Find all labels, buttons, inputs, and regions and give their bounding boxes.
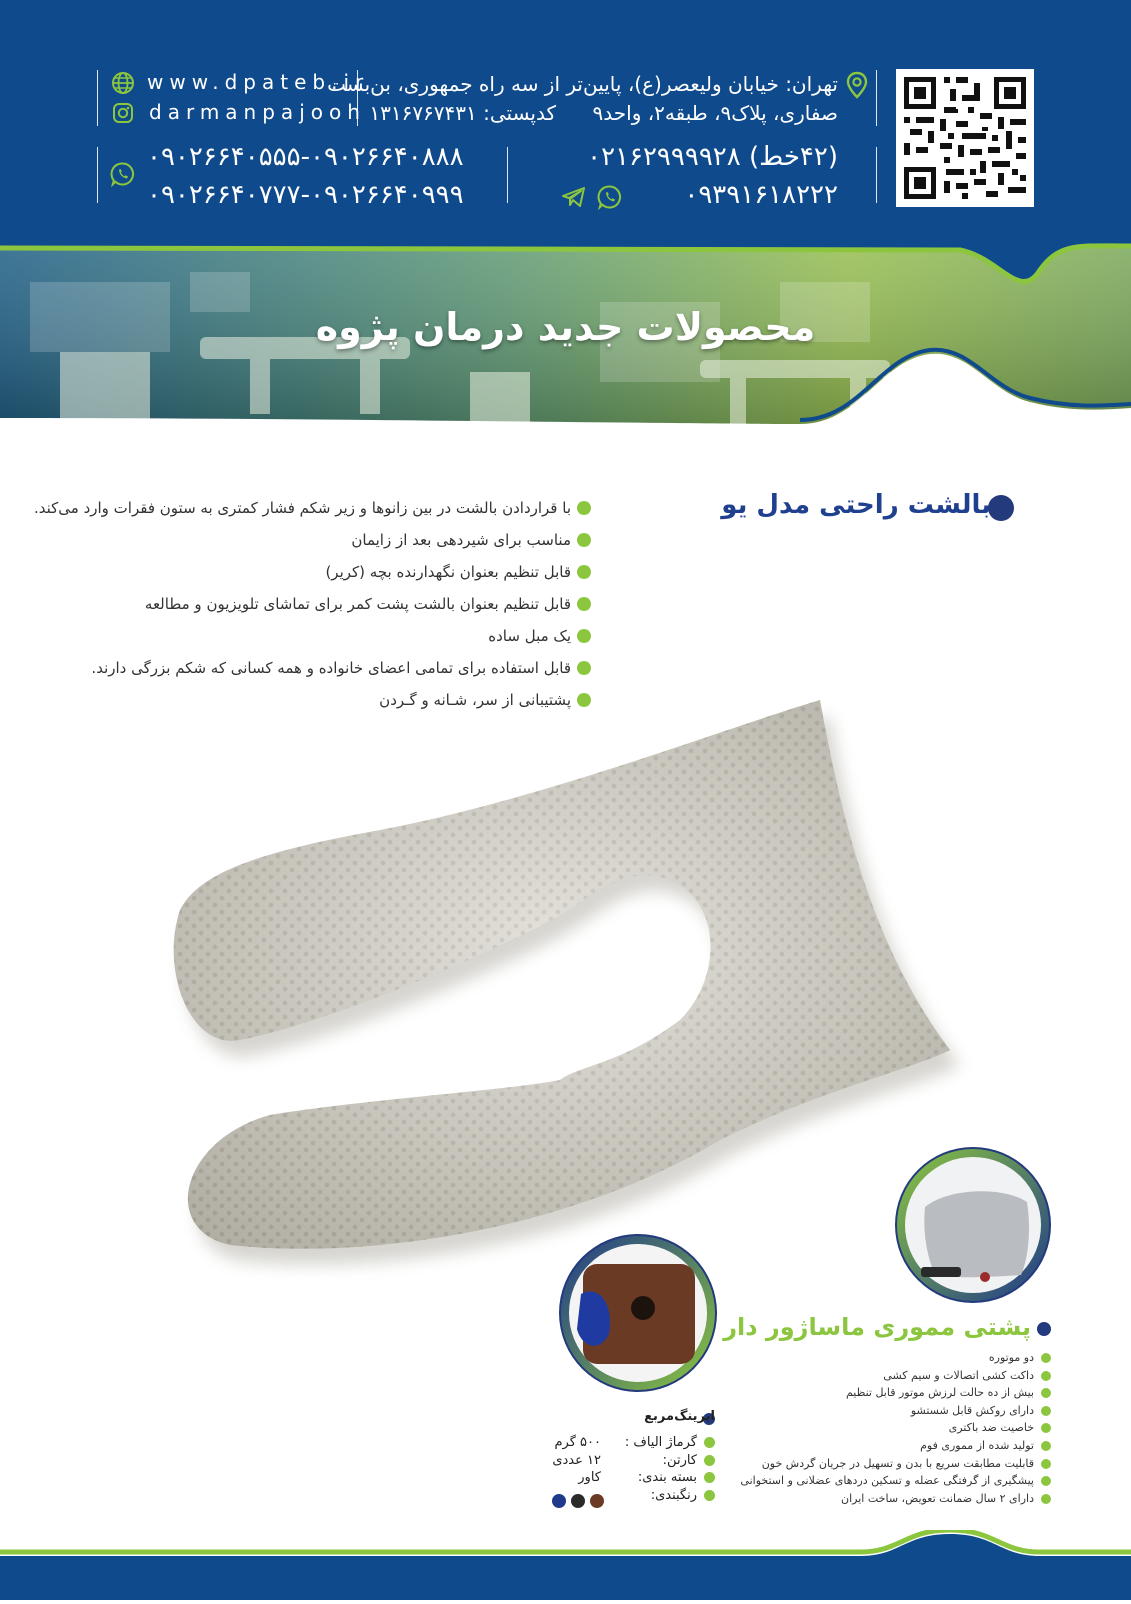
feature-text: تولید شده از مموری فوم bbox=[920, 1438, 1034, 1452]
qr-code[interactable] bbox=[896, 69, 1034, 207]
bullet-dot bbox=[1041, 1371, 1051, 1381]
bullet-dot bbox=[704, 1437, 715, 1448]
feature-text: با قراردادن بالشت در بین زانوها و زیر شکم فشار کمتری به ستون فقرات وارد می‌کند. bbox=[33, 499, 571, 517]
ring-cushion-spec-values bbox=[552, 1434, 601, 1487]
bullet-dot bbox=[704, 1490, 715, 1501]
list-item bbox=[740, 1349, 1051, 1367]
spec-label: کارتن: bbox=[662, 1452, 697, 1468]
bullet-dot bbox=[704, 1472, 715, 1483]
spec-value: کاور bbox=[578, 1470, 601, 1485]
spec-label: بسته بندی: bbox=[637, 1470, 697, 1485]
address-line-2: صفاری، پلاک۹، طبقه۲، واحد۹ bbox=[592, 101, 838, 125]
feature-text: داکت کشی اتصالات و سیم کشی bbox=[883, 1368, 1034, 1382]
feature-text: بیش از ده حالت لرزش موتور قابل تنظیم bbox=[845, 1386, 1034, 1400]
bullet-dot bbox=[577, 597, 591, 611]
ring-cushion-image bbox=[559, 1234, 717, 1392]
color-swatch-navy bbox=[552, 1494, 566, 1508]
list-item bbox=[34, 556, 591, 588]
product-title-u-pillow: بالشت راحتی مدل یو bbox=[721, 490, 991, 520]
banner-title: محصولات جدید درمان پژوه bbox=[315, 305, 816, 349]
list-item bbox=[34, 620, 591, 652]
bullet-dot bbox=[1041, 1476, 1051, 1486]
list-item bbox=[740, 1455, 1051, 1473]
color-swatch-black bbox=[571, 1494, 585, 1508]
bullet-dot bbox=[577, 629, 591, 643]
bullet-dot bbox=[1041, 1353, 1051, 1363]
bullet-dot bbox=[1041, 1441, 1051, 1451]
bullet-dot bbox=[577, 565, 591, 579]
bullet-dot bbox=[1041, 1406, 1051, 1416]
feature-text: پیشگیری از گرفتگی عضله و تسکین دردهای عضلانی و استخوانی bbox=[740, 1474, 1034, 1488]
whatsapp-icon bbox=[597, 184, 623, 214]
feature-text: قابل تنظیم بعنوان نگهدارنده بچه (کریر) bbox=[325, 563, 571, 581]
bullet-dot bbox=[1041, 1388, 1051, 1398]
list-item bbox=[740, 1419, 1051, 1437]
list-item bbox=[34, 588, 591, 620]
divider bbox=[876, 147, 877, 203]
memory-backrest-image bbox=[895, 1147, 1051, 1303]
u-pillow-image bbox=[120, 670, 1000, 1284]
feature-text: دو موتوره bbox=[988, 1351, 1034, 1364]
feature-text: دارای روکش قابل شستشو bbox=[910, 1403, 1034, 1417]
location-icon bbox=[846, 71, 868, 103]
instagram-handle[interactable]: darmanpajooh bbox=[149, 100, 366, 124]
spec-value: ۵۰۰ گرم bbox=[554, 1435, 601, 1450]
divider bbox=[97, 70, 98, 126]
feature-text: قابلیت مطابقت سریع با بدن و تسهیل در جریان گردش خون bbox=[761, 1456, 1034, 1470]
divider bbox=[876, 70, 877, 126]
address-line-1: تهران: خیابان ولیعصر(ع)، پایین‌تر از سه راه جمهوری، بن‌بست bbox=[327, 72, 838, 96]
product-title-ring-cushion: ایرینگ‌مربع bbox=[644, 1409, 715, 1424]
landline-phone[interactable]: (۴۲خط) ۰۲۱۶۲۹۹۹۹۲۸ bbox=[587, 142, 838, 172]
bullet-dot bbox=[577, 533, 591, 547]
feature-text: قابل استفاده برای تمامی اعضای خانواده و همه کسانی که شکم بزرگی دارند. bbox=[91, 659, 571, 677]
list-item bbox=[740, 1437, 1051, 1455]
messenger-phone[interactable]: ۰۹۳۹۱۶۱۸۲۲۲ bbox=[684, 180, 838, 210]
bullet-dot bbox=[704, 1455, 715, 1466]
bullet-dot bbox=[1041, 1423, 1051, 1433]
bullet-dot bbox=[1041, 1494, 1051, 1504]
bullet-dot bbox=[1037, 1322, 1051, 1336]
spec-label: رنگبندی: bbox=[650, 1487, 697, 1503]
list-item bbox=[740, 1384, 1051, 1402]
feature-text: یک مبل ساده bbox=[488, 627, 571, 645]
list-item bbox=[625, 1487, 715, 1505]
list-item bbox=[740, 1472, 1051, 1490]
mobile-phones-line-2[interactable]: ۰۹۰۲۶۶۴۰۷۷۷-۰۹۰۲۶۶۴۰۹۹۹ bbox=[147, 180, 464, 210]
list-item bbox=[625, 1469, 715, 1487]
spec-label: گرماژ الیاف : bbox=[624, 1435, 697, 1450]
memory-backrest-feature-list bbox=[740, 1349, 1051, 1507]
instagram-icon bbox=[112, 102, 134, 128]
divider bbox=[507, 147, 508, 203]
globe-icon bbox=[111, 71, 135, 99]
feature-text: دارای ۲ سال ضمانت تعویض، ساخت ایران bbox=[841, 1491, 1034, 1505]
qr-code-icon bbox=[896, 69, 1034, 207]
list-item bbox=[625, 1452, 715, 1470]
list-item bbox=[740, 1402, 1051, 1420]
ring-cushion-spec-labels bbox=[625, 1434, 715, 1504]
website-link[interactable]: www.dpateb.ir bbox=[147, 70, 370, 94]
feature-text: پشتیبانی از سر، شـانه و گـردن bbox=[379, 691, 571, 709]
list-item bbox=[34, 492, 591, 524]
list-item bbox=[740, 1367, 1051, 1385]
feature-text: قابل تنظیم بعنوان بالشت پشت کمر برای تماشای تلویزیون و مطالعه bbox=[144, 595, 571, 613]
spec-value: ۱۲ عددی bbox=[552, 1452, 601, 1468]
list-item bbox=[625, 1434, 715, 1452]
postal-code: کدپستی: ۱۳۱۶۷۶۷۴۳۱ bbox=[369, 101, 556, 125]
feature-text: خاصیت ضد باکتری bbox=[948, 1421, 1034, 1435]
product-title-memory-backrest: پشتی مموری ماساژور دار bbox=[723, 1313, 1031, 1341]
feature-text: مناسب برای شیردهی بعد از زایمان bbox=[351, 531, 571, 549]
list-item bbox=[740, 1490, 1051, 1508]
bullet-dot bbox=[577, 501, 591, 515]
bullet-dot bbox=[988, 495, 1014, 521]
whatsapp-icon bbox=[110, 161, 136, 191]
color-swatch-brown bbox=[590, 1494, 604, 1508]
mobile-phones-line-1[interactable]: ۰۹۰۲۶۶۴۰۵۵۵-۰۹۰۲۶۶۴۰۸۸۸ bbox=[147, 142, 464, 172]
bullet-dot bbox=[1041, 1459, 1051, 1469]
divider bbox=[97, 147, 98, 203]
footer-wave bbox=[0, 1530, 1131, 1600]
list-item bbox=[34, 524, 591, 556]
telegram-icon bbox=[561, 186, 587, 212]
